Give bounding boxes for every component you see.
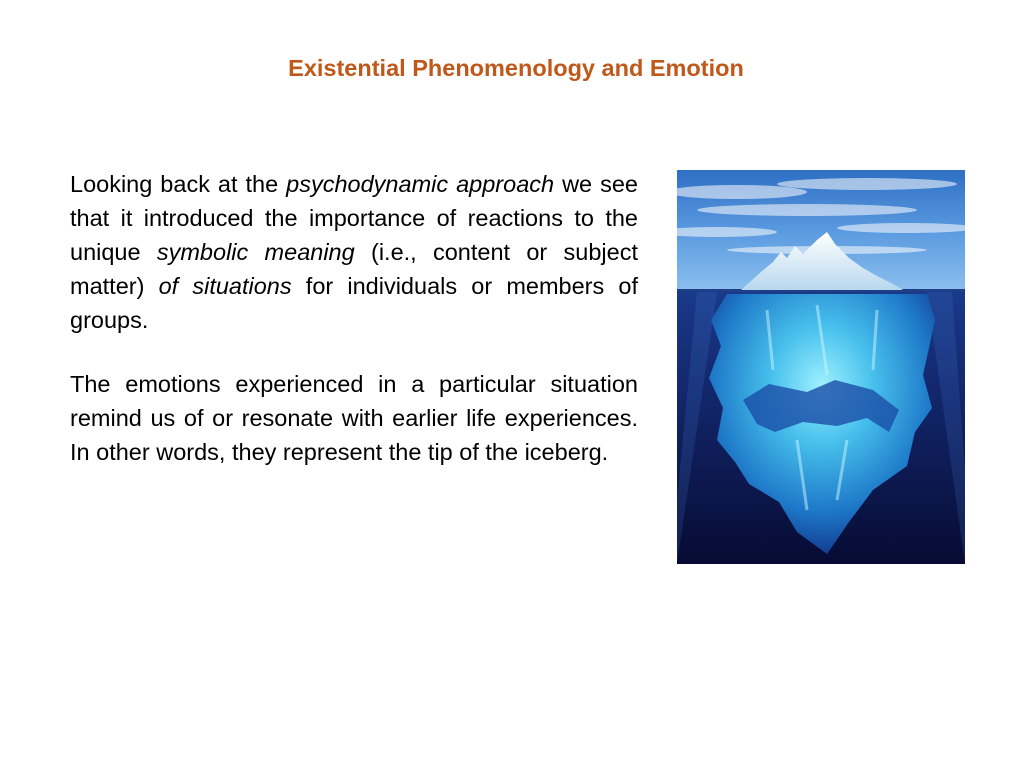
iceberg-image xyxy=(677,170,965,564)
text-run: we see that it introduced the importance of reactions to the unique xyxy=(70,171,638,265)
text-run: (i.e., content or subject matter) xyxy=(70,239,638,299)
italic-phrase: psychodynamic approach xyxy=(286,171,555,197)
text-run: for individuals or members of groups. xyxy=(70,273,639,333)
text-run: Looking back at the xyxy=(70,171,287,197)
italic-phrase: of situations xyxy=(158,273,292,299)
paragraph-psychodynamic xyxy=(70,167,638,337)
slide-title: Existential Phenomenology and Emotion xyxy=(288,55,744,81)
italic-phrase: symbolic meaning xyxy=(156,239,355,265)
paragraph-emotions: The emotions experienced in a particular situation remind us of or resonate with earlier life experiences. In other words, they represent the tip of the iceberg. xyxy=(70,371,638,465)
slide-body xyxy=(70,167,638,469)
